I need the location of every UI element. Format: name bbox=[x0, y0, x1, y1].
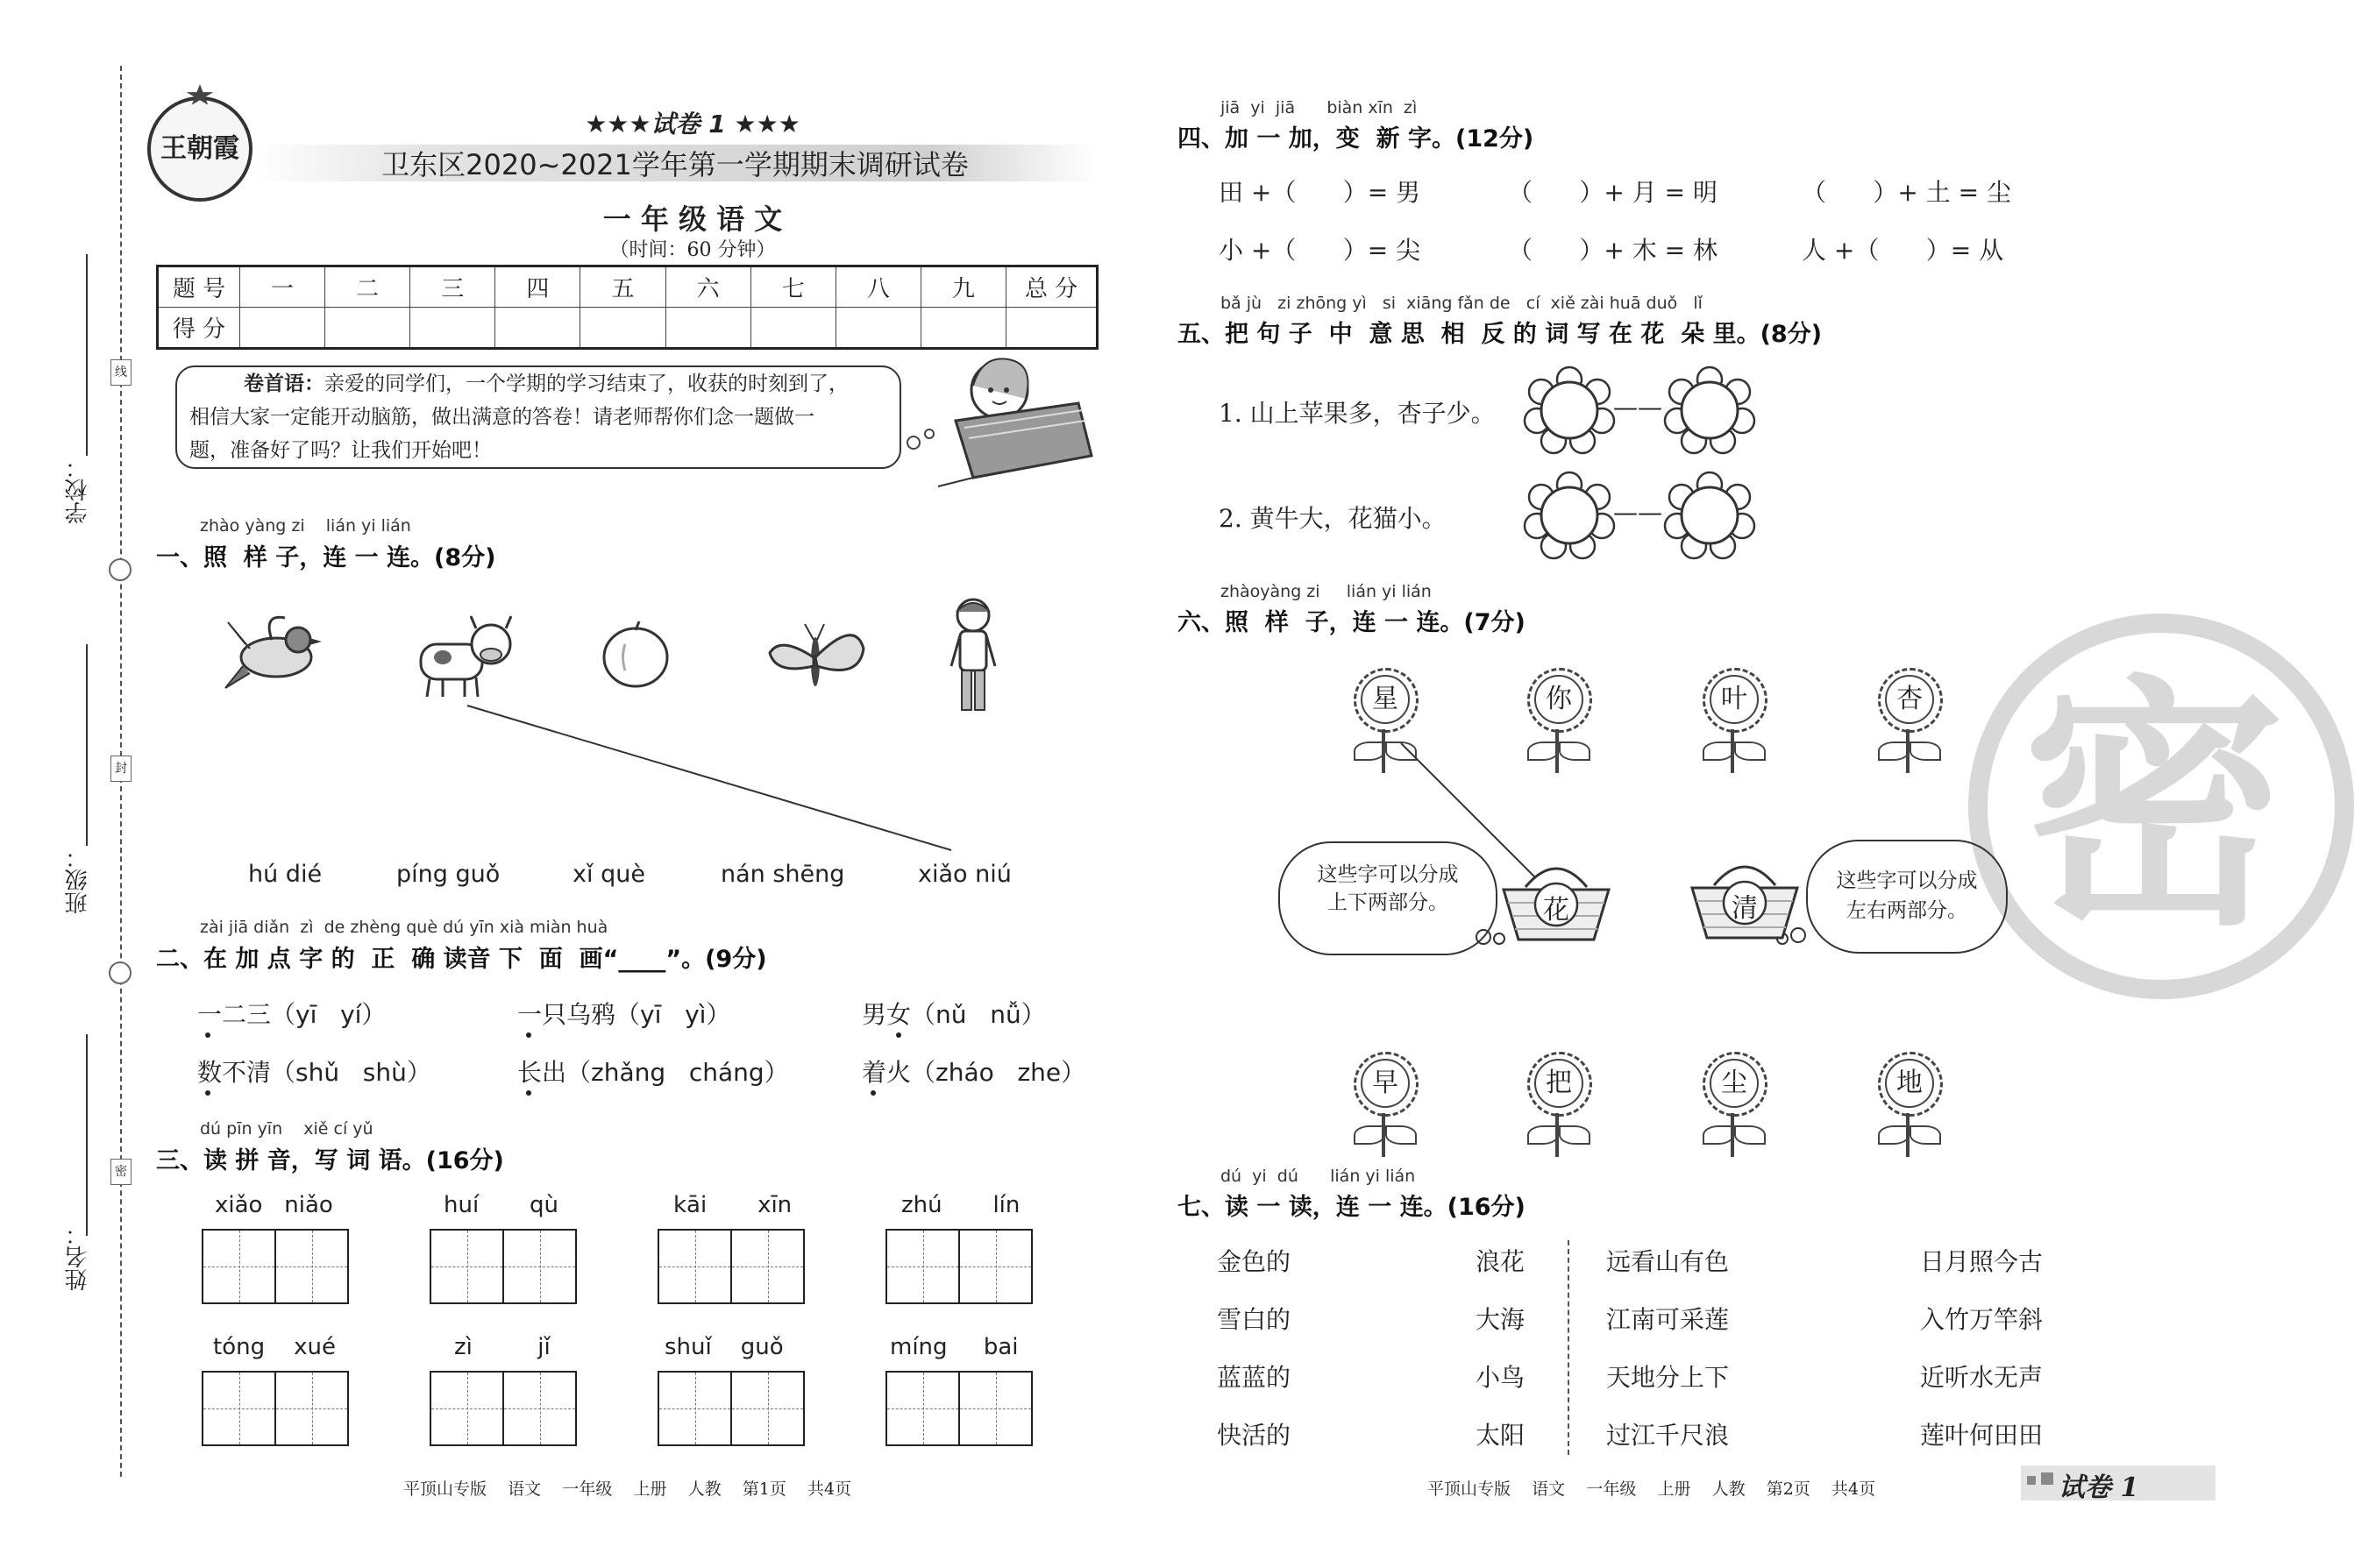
magpie-picture bbox=[224, 605, 324, 701]
emphasis-dot bbox=[526, 1032, 531, 1038]
q4-eq: 人 +（ ）= 从 bbox=[1802, 236, 2004, 265]
intro-line2: 相信大家一定能开动脑筋，做出满意的答卷！请老师帮你们念一题做一 bbox=[189, 406, 814, 429]
score-table bbox=[156, 265, 1099, 350]
sunflower-card[interactable]: 早 bbox=[1341, 1052, 1426, 1157]
q2-item: 一二三（yī yí） bbox=[197, 1000, 387, 1029]
q3-pinyin-label: xiǎo niǎo bbox=[215, 1192, 333, 1218]
score-col: 四 bbox=[495, 266, 580, 308]
q1-word: hú dié bbox=[248, 861, 323, 888]
q2-pinyin: zài jiā diǎn zì de zhèng què dú yīn xià miàn huà bbox=[200, 918, 608, 937]
time-limit: （时间：60 分钟） bbox=[609, 239, 776, 261]
q2-item: 长出（zhǎng cháng） bbox=[517, 1058, 789, 1087]
right-bubble-text: 这些字可以分成左右两部分。 bbox=[1836, 869, 1978, 922]
q7-mid: 浪花 bbox=[1476, 1247, 1525, 1276]
q4-eq: 小 +（ ）= 尖 bbox=[1219, 236, 1421, 265]
watermark-char: 密 bbox=[2023, 655, 2286, 961]
q5-title: 五、把 句 子 中 意 思 相 反 的 词 写 在 花 朵 里。(8分) bbox=[1177, 321, 1823, 348]
hole-icon bbox=[109, 558, 132, 581]
strip-tag-xian: 线 bbox=[110, 359, 132, 386]
sunflower-card[interactable]: 杏 bbox=[1866, 668, 1950, 773]
intro-box bbox=[175, 365, 901, 469]
q7-poem-b: 入竹万竿斜 bbox=[1920, 1305, 2044, 1334]
q7-poem-b: 日月照今古 bbox=[1920, 1247, 2044, 1276]
left-thought-bubble bbox=[1278, 841, 1497, 955]
butterfly-picture bbox=[763, 614, 868, 701]
q6-title: 六、照 样 子，连 一 连。(7分) bbox=[1177, 609, 1525, 636]
writing-grid[interactable] bbox=[658, 1229, 805, 1304]
corner-tag: 试卷 1 bbox=[2059, 1472, 2139, 1503]
score-row-label: 得 分 bbox=[158, 308, 240, 349]
q2-title: 二、在 加 点 字 的 正 确 读音 下 面 画“____”。(9分) bbox=[156, 946, 767, 973]
q3-pinyin-label: shuǐ guǒ bbox=[665, 1334, 784, 1360]
q7-poem-b: 近听水无声 bbox=[1920, 1363, 2044, 1392]
corner-square bbox=[2041, 1472, 2053, 1485]
writing-grid[interactable] bbox=[430, 1371, 577, 1446]
q3-pinyin-label: zì jǐ bbox=[454, 1334, 551, 1360]
basket-right-char: 清 bbox=[1732, 893, 1758, 924]
score-cell[interactable] bbox=[836, 308, 921, 349]
score-col: 七 bbox=[750, 266, 836, 308]
score-col: 九 bbox=[921, 266, 1006, 308]
intro-line1: 亲爱的同学们，一个学期的学习结束了，收获的时刻到了， bbox=[324, 372, 849, 395]
q4-eq: （ ）+ 月 = 明 bbox=[1508, 178, 1718, 207]
sunflower-card[interactable]: 尘 bbox=[1690, 1052, 1774, 1157]
basket-left-char: 花 bbox=[1543, 895, 1569, 926]
school-blank bbox=[86, 254, 88, 456]
score-col: 八 bbox=[836, 266, 921, 308]
apple-picture bbox=[599, 618, 673, 692]
q7-mid: 小鸟 bbox=[1476, 1363, 1525, 1392]
q3-pinyin-label: huí qù bbox=[444, 1192, 559, 1218]
writing-grid[interactable] bbox=[202, 1371, 349, 1446]
q4-eq: （ ）+ 木 = 林 bbox=[1508, 236, 1718, 265]
q3-pinyin-label: tóng xué bbox=[213, 1334, 337, 1360]
q1-word: nán shēng bbox=[721, 861, 845, 888]
q3-pinyin-label: zhú lín bbox=[901, 1192, 1021, 1218]
score-row-scores bbox=[158, 308, 1098, 349]
score-cell[interactable] bbox=[580, 308, 665, 349]
writing-grid[interactable] bbox=[202, 1229, 349, 1304]
q7-divider bbox=[1568, 1240, 1569, 1455]
name-label: 姓名： bbox=[65, 1223, 91, 1291]
intro-label: 卷首语： bbox=[244, 372, 324, 395]
hole-icon bbox=[109, 961, 132, 984]
score-row-label: 题 号 bbox=[158, 266, 240, 308]
q1-pinyin: zhào yàng zi lián yi lián bbox=[200, 516, 411, 536]
sunflower-card[interactable]: 叶 bbox=[1690, 668, 1774, 773]
score-cell[interactable] bbox=[325, 308, 410, 349]
q7-left: 雪白的 bbox=[1217, 1305, 1291, 1334]
q7-poem-a: 远看山有色 bbox=[1606, 1247, 1730, 1276]
score-cell[interactable] bbox=[1006, 308, 1098, 349]
writing-grid[interactable] bbox=[658, 1371, 805, 1446]
q7-pinyin: dú yi dú lián yi lián bbox=[1220, 1167, 1416, 1186]
school-label: 学校： bbox=[65, 456, 91, 524]
score-col: 五 bbox=[580, 266, 665, 308]
q7-poem-a: 江南可采莲 bbox=[1606, 1305, 1730, 1334]
score-cell[interactable] bbox=[665, 308, 750, 349]
watermark-seal bbox=[1968, 614, 2354, 999]
q7-left: 金色的 bbox=[1217, 1247, 1291, 1276]
emphasis-dot bbox=[871, 1090, 876, 1096]
q3-title: 三、读 拼 音，写 词 语。(16分) bbox=[156, 1147, 504, 1174]
q2-item: 着火（zháo zhe） bbox=[862, 1058, 1086, 1087]
writing-grid[interactable] bbox=[885, 1371, 1033, 1446]
writing-grid[interactable] bbox=[885, 1229, 1033, 1304]
class-blank bbox=[86, 644, 88, 846]
brand-logo bbox=[147, 96, 252, 202]
writing-grid[interactable] bbox=[430, 1229, 577, 1304]
q1-example-line bbox=[456, 697, 964, 855]
right-thought-bubble bbox=[1806, 840, 2008, 954]
sunflower-card[interactable]: 把 bbox=[1515, 1052, 1599, 1157]
footer-left: 平顶山专版 语文 一年级 上册 人教 第1页 共4页 bbox=[403, 1479, 852, 1499]
q7-left: 蓝蓝的 bbox=[1217, 1363, 1291, 1392]
emphasis-dot bbox=[205, 1090, 210, 1096]
emphasis-dot bbox=[896, 1032, 901, 1038]
score-col-total: 总 分 bbox=[1006, 266, 1098, 308]
q1-title: 一、照 样 子，连 一 连。(8分) bbox=[156, 544, 496, 571]
footer-right: 平顶山专版 语文 一年级 上册 人教 第2页 共4页 bbox=[1427, 1479, 1876, 1499]
q3-pinyin-label: kāi xīn bbox=[673, 1192, 793, 1218]
left-bubble-text: 这些字可以分成上下两部分。 bbox=[1317, 863, 1459, 914]
subject-title: 一 年 级 语 文 bbox=[602, 202, 783, 236]
q4-pinyin: jiā yi jiā biàn xīn zì bbox=[1220, 98, 1418, 117]
q4-title: 四、加 一 加，变 新 字。(12分) bbox=[1177, 125, 1534, 153]
strip-tag-feng: 封 bbox=[110, 756, 132, 782]
q5-sentence: 2. 黄牛大，花猫小。 bbox=[1219, 504, 1447, 533]
q1-word: xiǎo niú bbox=[918, 861, 1012, 888]
sunflower-card[interactable]: 你 bbox=[1515, 668, 1599, 773]
q5-pinyin: bǎ jù zi zhōng yì si xiāng fǎn de cí xiě zài huā duǒ lǐ bbox=[1220, 294, 1703, 313]
q1-word: xǐ què bbox=[572, 861, 645, 888]
score-cell[interactable] bbox=[410, 308, 495, 349]
q7-poem-b: 莲叶何田田 bbox=[1920, 1421, 2044, 1450]
sunflower-card[interactable]: 星 bbox=[1341, 668, 1426, 773]
paper-tag: ★★★试卷 1 ★★★ bbox=[585, 110, 800, 138]
q3-pinyin-label: míng bai bbox=[890, 1334, 1019, 1360]
emphasis-dot bbox=[526, 1090, 531, 1096]
strip-tag-mi: 密 bbox=[110, 1159, 132, 1185]
name-blank bbox=[86, 1034, 88, 1236]
q7-mid: 大海 bbox=[1476, 1305, 1525, 1334]
score-col: 二 bbox=[325, 266, 410, 308]
girl-reading-illustration bbox=[903, 351, 1105, 491]
score-cell[interactable] bbox=[240, 308, 325, 349]
q2-item: 数不清（shǔ shù） bbox=[197, 1058, 431, 1087]
exam-title: 卫东区2020~2021学年第一学期期末调研试卷 bbox=[381, 148, 969, 181]
q5-sentence: 1. 山上苹果多，杏子少。 bbox=[1219, 399, 1496, 428]
q1-word: píng guǒ bbox=[396, 861, 501, 888]
emphasis-dot bbox=[205, 1032, 210, 1038]
q7-title: 七、读 一 读，连 一 连。(16分) bbox=[1177, 1194, 1525, 1221]
corner-square bbox=[2027, 1476, 2036, 1485]
score-cell[interactable] bbox=[750, 308, 836, 349]
q2-item: 男女（nǔ nǚ） bbox=[862, 1000, 1046, 1029]
q5-dash: —— bbox=[1613, 393, 1662, 422]
score-col: 一 bbox=[240, 266, 325, 308]
q5-dash: —— bbox=[1613, 498, 1662, 527]
q6-pinyin: zhàoyàng zi lián yi lián bbox=[1220, 582, 1432, 601]
brand-name: 王朝霞 bbox=[160, 133, 239, 164]
calf-picture bbox=[408, 609, 517, 706]
q4-eq: （ ）+ 土 = 尘 bbox=[1802, 178, 2012, 207]
intro-line3: 题，准备好了吗？让我们开始吧！ bbox=[189, 439, 492, 462]
q7-mid: 太阳 bbox=[1476, 1421, 1525, 1450]
q7-left: 快活的 bbox=[1217, 1421, 1291, 1450]
star-icon bbox=[186, 84, 214, 107]
score-col: 六 bbox=[665, 266, 750, 308]
class-label: 班级： bbox=[65, 846, 91, 914]
sunflower-card[interactable]: 地 bbox=[1866, 1052, 1950, 1157]
q7-poem-a: 天地分上下 bbox=[1606, 1363, 1730, 1392]
bubble-dot bbox=[1476, 929, 1491, 945]
q4-eq: 田 +（ ）= 男 bbox=[1219, 178, 1421, 207]
q7-poem-a: 过江千尺浪 bbox=[1606, 1421, 1730, 1450]
score-col: 三 bbox=[410, 266, 495, 308]
q2-item: 一只乌鸦（yī yì） bbox=[517, 1000, 731, 1029]
q3-pinyin: dú pīn yīn xiě cí yǔ bbox=[200, 1119, 373, 1139]
score-cell[interactable] bbox=[495, 308, 580, 349]
score-row-numbers bbox=[158, 266, 1098, 308]
score-cell[interactable] bbox=[921, 308, 1006, 349]
